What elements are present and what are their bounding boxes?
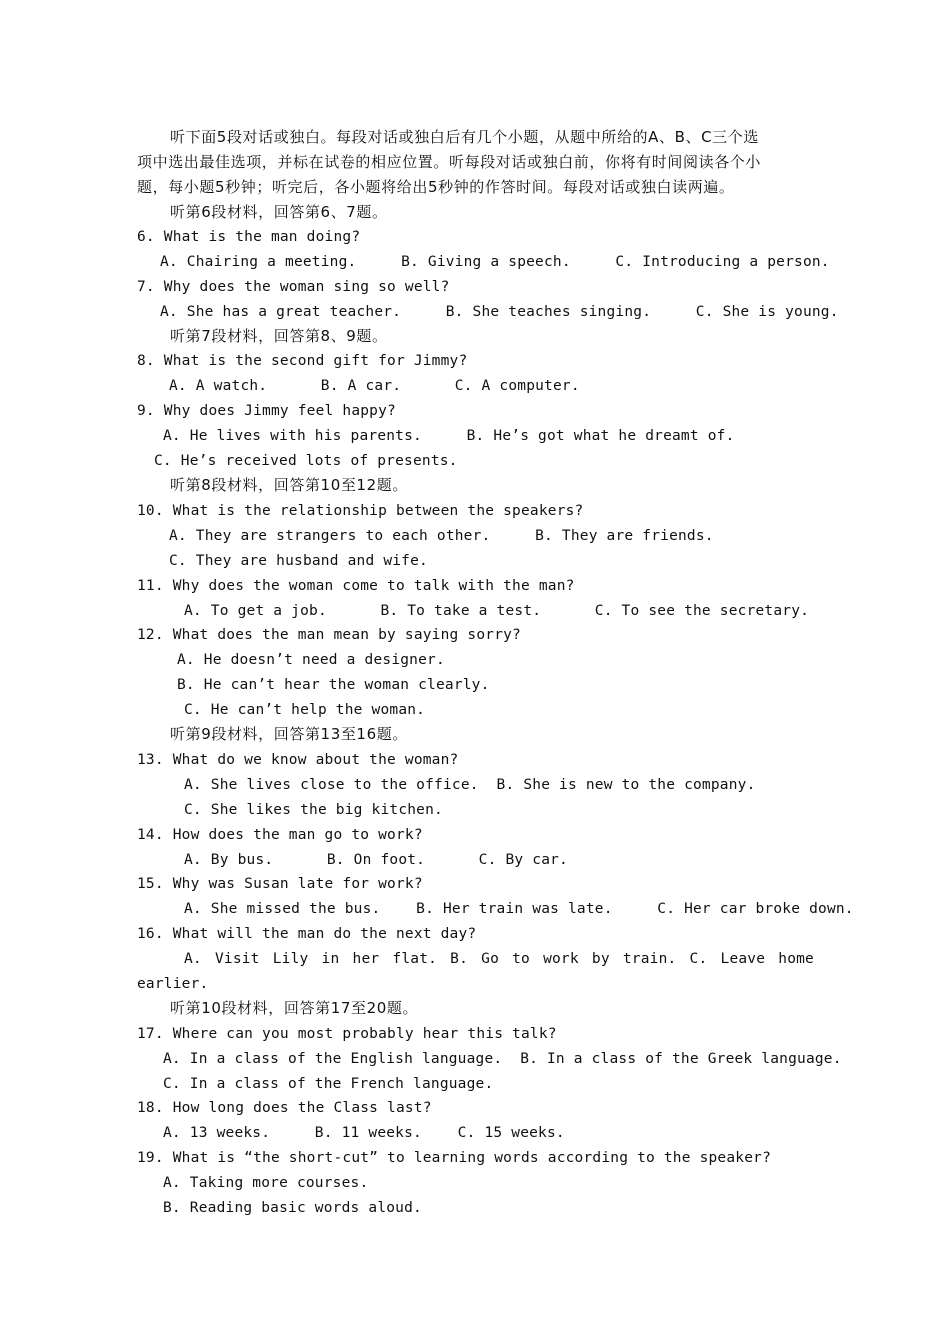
question-16: 16. What will the man do the next day?: [137, 926, 477, 942]
question-13: 13. What do we know about the woman?: [137, 752, 459, 768]
question-7-options: A. She has a great teacher. B. She teaches singing. C. She is young.: [160, 304, 839, 320]
section-9-heading: 听第9段材料，回答第13至16题。: [170, 725, 408, 743]
question-6: 6. What is the man doing?: [137, 229, 361, 245]
question-12-option-c: C. He can’t help the woman.: [184, 702, 426, 718]
question-19-option-a: A. Taking more courses.: [163, 1175, 369, 1191]
question-7: 7. Why does the woman sing so well?: [137, 279, 450, 295]
question-8: 8. What is the second gift for Jimmy?: [137, 353, 468, 369]
question-17-options-ab: A. In a class of the English language. B. In a class of the Greek language.: [163, 1051, 842, 1067]
question-12-option-b: B. He can’t hear the woman clearly.: [177, 677, 490, 693]
question-10-option-c: C. They are husband and wife.: [169, 553, 428, 569]
question-12-option-a: A. He doesn’t need a designer.: [177, 652, 445, 668]
question-10-options-ab: A. They are strangers to each other. B. They are friends.: [169, 528, 714, 544]
question-17: 17. Where can you most probably hear this talk?: [137, 1026, 557, 1042]
question-10: 10. What is the relationship between the speakers?: [137, 503, 584, 519]
question-19: 19. What is “the short-cut” to learning words according to the speaker?: [137, 1150, 772, 1166]
instructions-line-3: 题，每小题5秒钟；听完后，各小题将给出5秒钟的作答时间。每段对话或独白读两遍。: [137, 178, 735, 196]
instructions-line-1: 听下面5段对话或独白。每段对话或独白后有几个小题，从题中所给的A、B、C三个选: [170, 128, 759, 146]
section-7-heading: 听第7段材料，回答第8、9题。: [170, 327, 388, 345]
question-12: 12. What does the man mean by saying sorry?: [137, 627, 521, 643]
question-15: 15. Why was Susan late for work?: [137, 876, 423, 892]
question-18: 18. How long does the Class last?: [137, 1100, 432, 1116]
section-10-heading: 听第10段材料，回答第17至20题。: [170, 999, 419, 1017]
question-8-options: A. A watch. B. A car. C. A computer.: [169, 378, 580, 394]
question-14: 14. How does the man go to work?: [137, 827, 423, 843]
question-9-options-ab: A. He lives with his parents. B. He’s got what he dreamt of.: [163, 428, 735, 444]
question-14-options: A. By bus. B. On foot. C. By car.: [184, 852, 568, 868]
question-18-options: A. 13 weeks. B. 11 weeks. C. 15 weeks.: [163, 1125, 565, 1141]
question-6-options: A. Chairing a meeting. B. Giving a speech. C. Introducing a person.: [160, 254, 830, 270]
question-13-option-c: C. She likes the big kitchen.: [184, 802, 443, 818]
section-8-heading: 听第8段材料，回答第10至12题。: [170, 476, 408, 494]
question-11: 11. Why does the woman come to talk with the man?: [137, 578, 575, 594]
section-6-heading: 听第6段材料，回答第6、7题。: [170, 203, 388, 221]
question-16-options-continued: earlier.: [137, 976, 209, 992]
question-11-options: A. To get a job. B. To take a test. C. To see the secretary.: [184, 603, 810, 619]
question-15-options: A. She missed the bus. B. Her train was late. C. Her car broke down.: [184, 901, 854, 917]
question-16-options: A. Visit Lily in her flat. B. Go to work by train. C. Leave home: [184, 951, 814, 967]
question-9-option-c: C. He’s received lots of presents.: [154, 453, 458, 469]
question-17-option-c: C. In a class of the French language.: [163, 1076, 494, 1092]
question-9: 9. Why does Jimmy feel happy?: [137, 403, 396, 419]
question-19-option-b: B. Reading basic words aloud.: [163, 1200, 422, 1216]
question-13-options-ab: A. She lives close to the office. B. She is new to the company.: [184, 777, 756, 793]
instructions-line-2: 项中选出最佳选项，并标在试卷的相应位置。听每段对话或独白前，你将有时间阅读各个小: [137, 153, 762, 171]
